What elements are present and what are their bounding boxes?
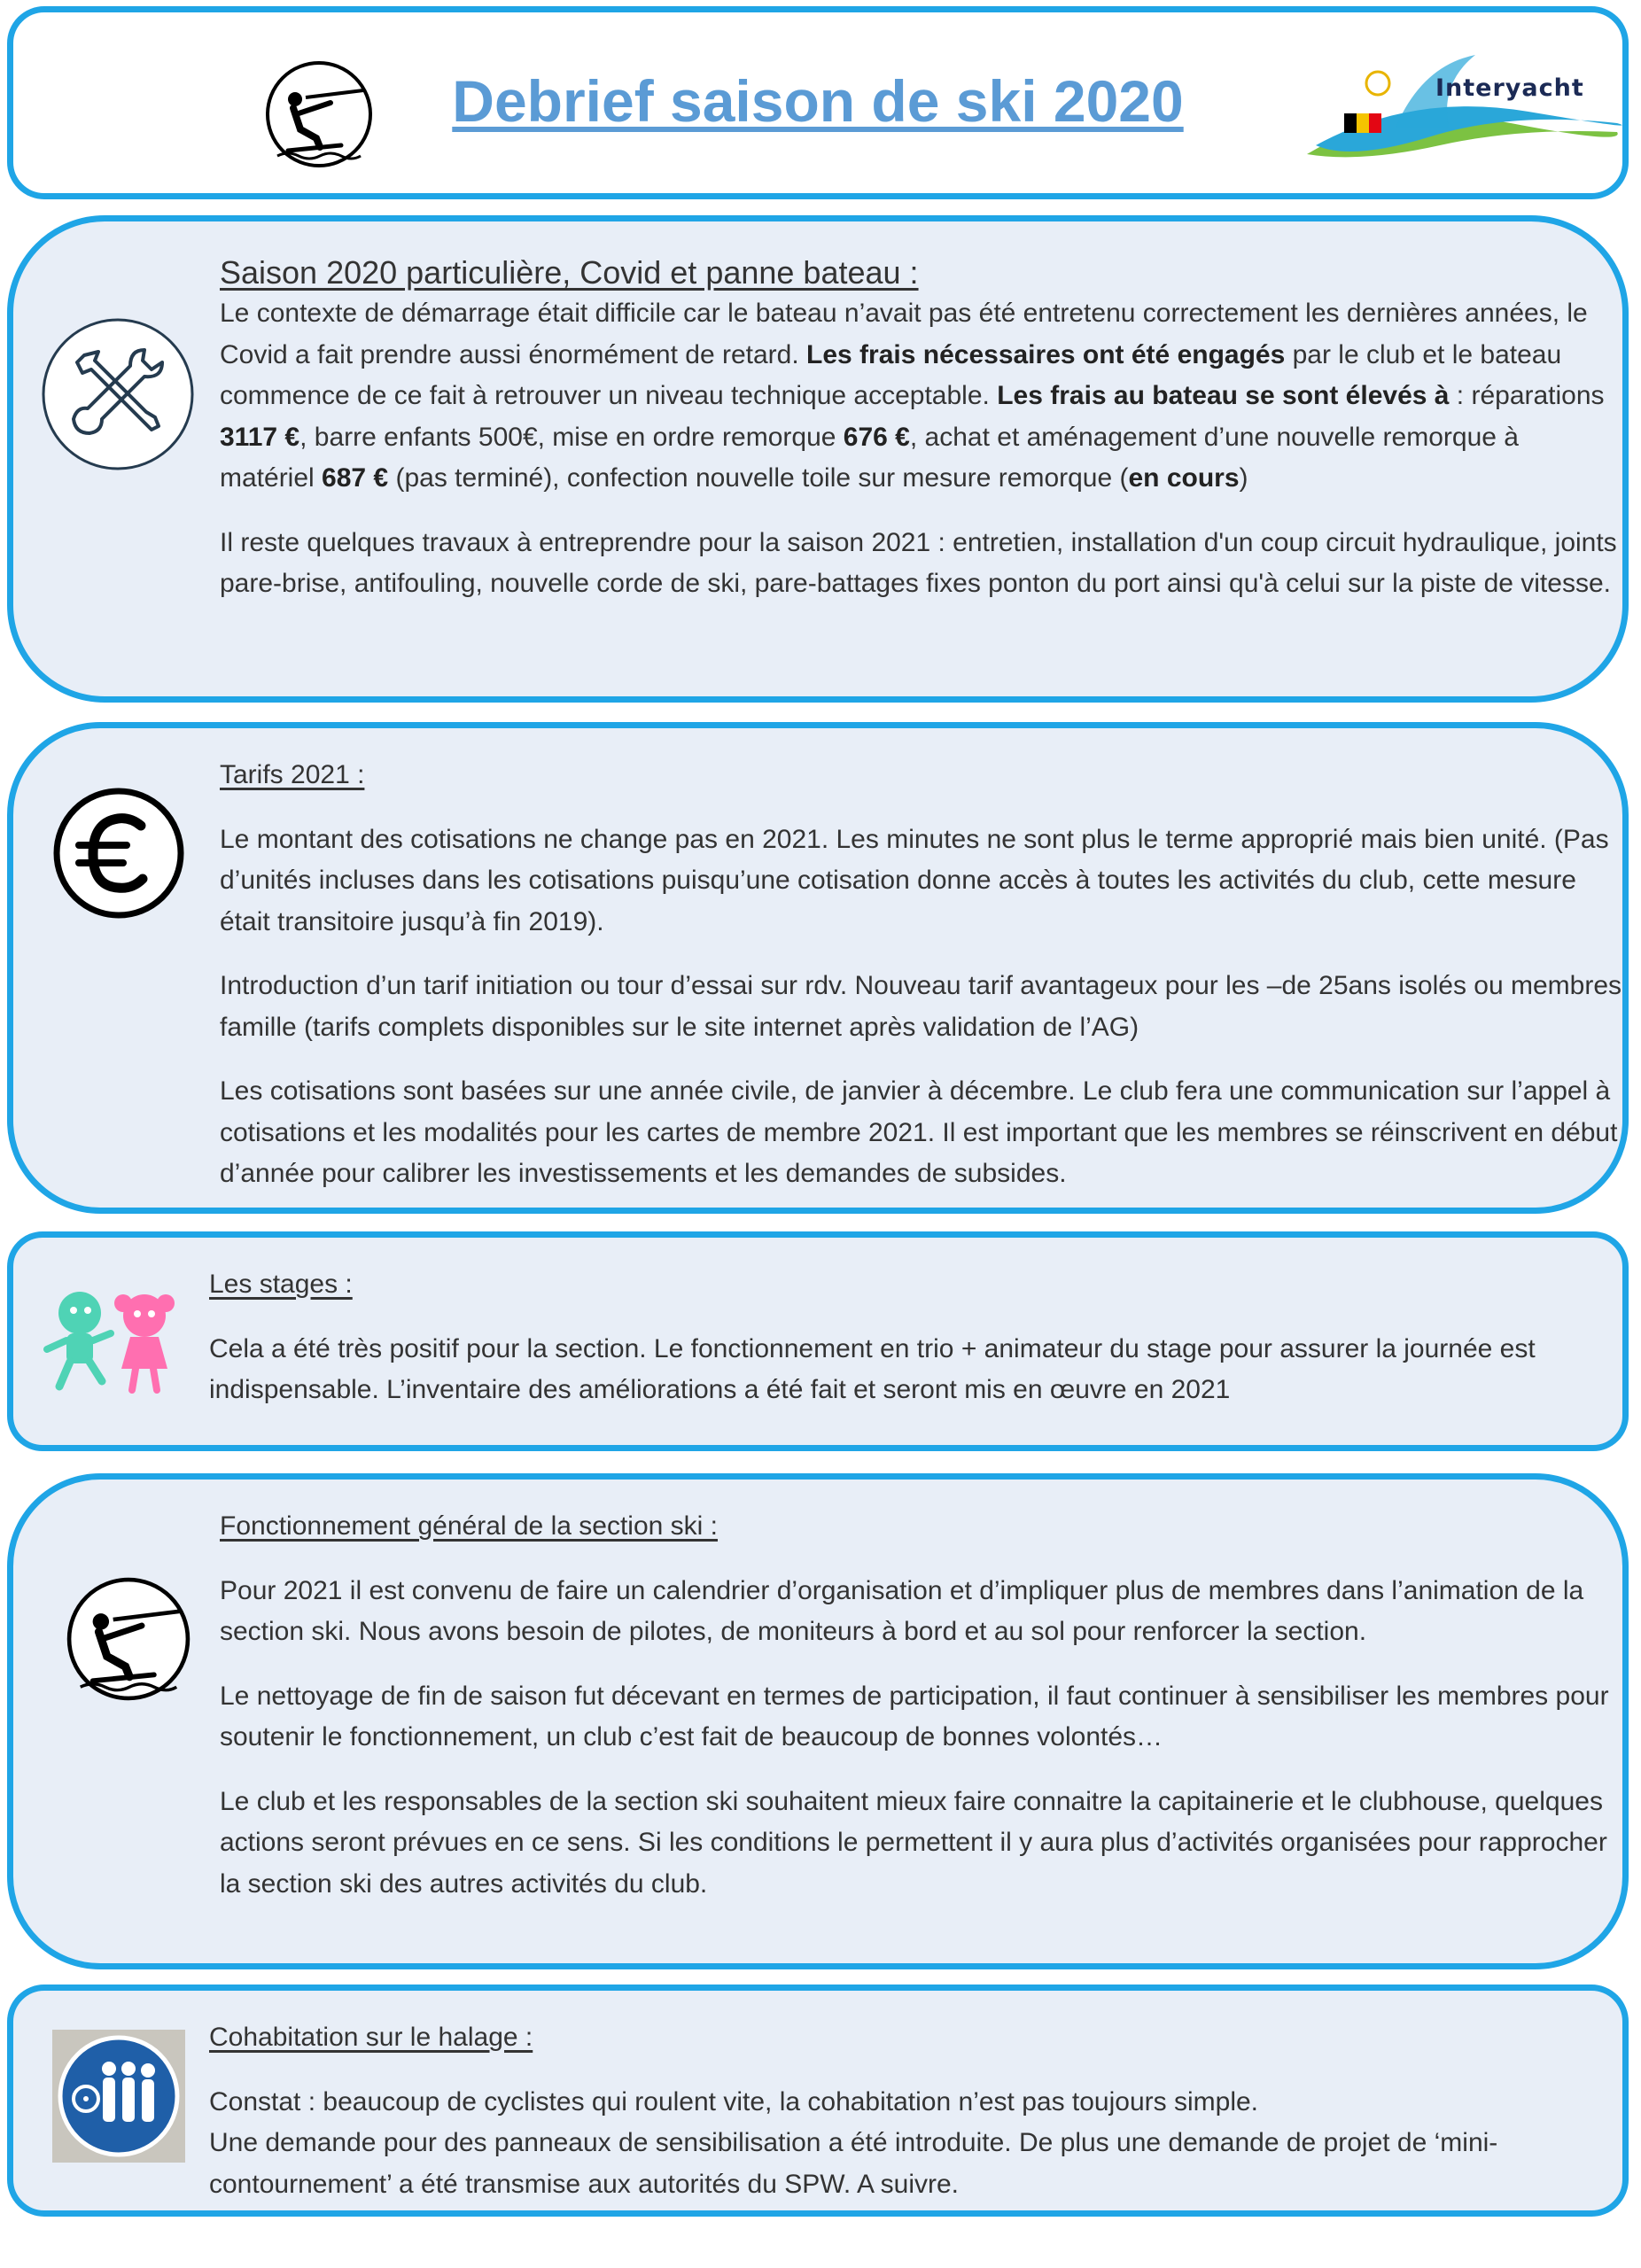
logo-text: Interyacht xyxy=(1435,74,1584,102)
page-title: Debrief saison de ski 2020 xyxy=(452,68,1184,134)
section-covid-paragraph-1: Le contexte de démarrage était difficile car le bateau n’avait pas été entretenu correctement les dernières années, le Covid a fait prendre aussi énormément de retard. Les frais nécessaires ont été engagés par le club et le bateau commence de ce fait à retrouver un niveau technique acceptable. Les frais au bateau se sont élevés à : réparations 3117 €, barre enfants 500€, mise en ordre remorque 676 €, achat et aménagement d’une nouvelle remorque à matériel 687 € (pas terminé), confection nouvelle toile sur mesure remorque (en cours) xyxy=(220,299,1605,493)
section-fonctionnement-title: Fonctionnement général de la section ski : xyxy=(220,1511,718,1541)
section-halage-content xyxy=(209,2017,1627,2217)
logo-wave-icon xyxy=(1289,48,1626,163)
euro-icon xyxy=(52,787,185,920)
section-stages xyxy=(7,1231,1629,1451)
section-stages-paragraph-1: Cela a été très positif pour la section. Le fonctionnement en trio + animateur du stage pour assurer la journée est indispensable. L’inventaire des améliorations a été fait et seront mis en œuvre en 2021 xyxy=(209,1333,1536,1404)
section-covid-title: Saison 2020 particulière, Covid et panne bateau : xyxy=(220,254,919,291)
shared-path-sign-icon xyxy=(52,2030,185,2163)
section-tarifs-paragraph-1: Le montant des cotisations ne change pas en 2021. Les minutes ne sont plus le terme approprié mais bien unité. (Pas d’unités incluses dans les cotisations puisqu’une cotisation donne accès à toutes les activités du club, cette mesure était transitoire jusqu’à fin 2019). xyxy=(220,824,1609,936)
section-halage-paragraph-1: Constat : beaucoup de cyclistes qui roulent vite, la cohabitation n’est pas toujours simple. xyxy=(209,2086,1259,2117)
header-box xyxy=(7,6,1629,199)
water-ski-icon xyxy=(62,1573,195,1705)
section-tarifs-paragraph-2: Introduction d’un tarif initiation ou tour d’essai sur rdv. Nouveau tarif avantageux pour les –de 25ans isolés ou membres famille (tarifs complets disponibles sur le site internet après validation de l’AG) xyxy=(220,971,1622,1042)
section-halage-paragraph-2: Une demande pour des panneaux de sensibilisation a été introduite. De plus une demande de projet de ‘mini-contournement’ a été transmise aux autorités du SPW. A suivre. xyxy=(209,2128,1498,2199)
section-covid-paragraph-2: Il reste quelques travaux à entreprendre pour la saison 2021 : entretien, installation d'un coup circuit hydraulique, joints pare-brise, antifouling, nouvelle corde de ski, pare-battages fixes ponton du port ainsi qu'à celui sur la piste de vitesse. xyxy=(220,527,1617,598)
section-fonctionnement-paragraph-3: Le club et les responsables de la section ski souhaitent mieux faire connaitre la capitainerie et le clubhouse, quelques actions seront prévues en ce sens. Si les conditions le permettent il y aura plus d’activités organisées pour rapprocher la section ski des autres activités du club. xyxy=(220,1786,1607,1899)
section-halage xyxy=(7,1984,1629,2217)
section-tarifs-paragraph-3: Les cotisations sont basées sur une année civile, de janvier à décembre. Le club fera une communication sur l’appel à cotisations et les modalités pour les cartes de membre 2021. Il est important que les membres se réinscrivent en début d’année pour calibrer les investissements et les demandes de subsides. xyxy=(220,1076,1618,1188)
kids-icon xyxy=(40,1282,191,1397)
section-covid xyxy=(7,215,1629,703)
interyacht-logo xyxy=(1289,48,1626,163)
section-tarifs-content xyxy=(220,755,1629,1214)
section-tarifs xyxy=(7,722,1629,1214)
section-stages-title: Les stages : xyxy=(209,1270,353,1299)
section-halage-title: Cohabitation sur le halage : xyxy=(209,2023,533,2052)
section-tarifs-title: Tarifs 2021 : xyxy=(220,760,365,789)
section-covid-content xyxy=(220,252,1620,628)
section-fonctionnement-content xyxy=(220,1506,1629,1928)
section-stages-content xyxy=(209,1264,1627,1434)
tools-icon xyxy=(38,315,198,474)
section-fonctionnement xyxy=(7,1473,1629,1969)
section-fonctionnement-paragraph-1: Pour 2021 il est convenu de faire un calendrier d’organisation et d’impliquer plus de membres dans l’animation de la section ski. Nous avons besoin de pilotes, de moniteurs à bord et au sol pour renforcer la section. xyxy=(220,1575,1584,1646)
section-fonctionnement-paragraph-2: Le nettoyage de fin de saison fut décevant en termes de participation, il faut continuer à sensibiliser les membres pour soutenir le fonctionnement, un club c’est fait de beaucoup de bonnes volontés… xyxy=(220,1681,1609,1751)
